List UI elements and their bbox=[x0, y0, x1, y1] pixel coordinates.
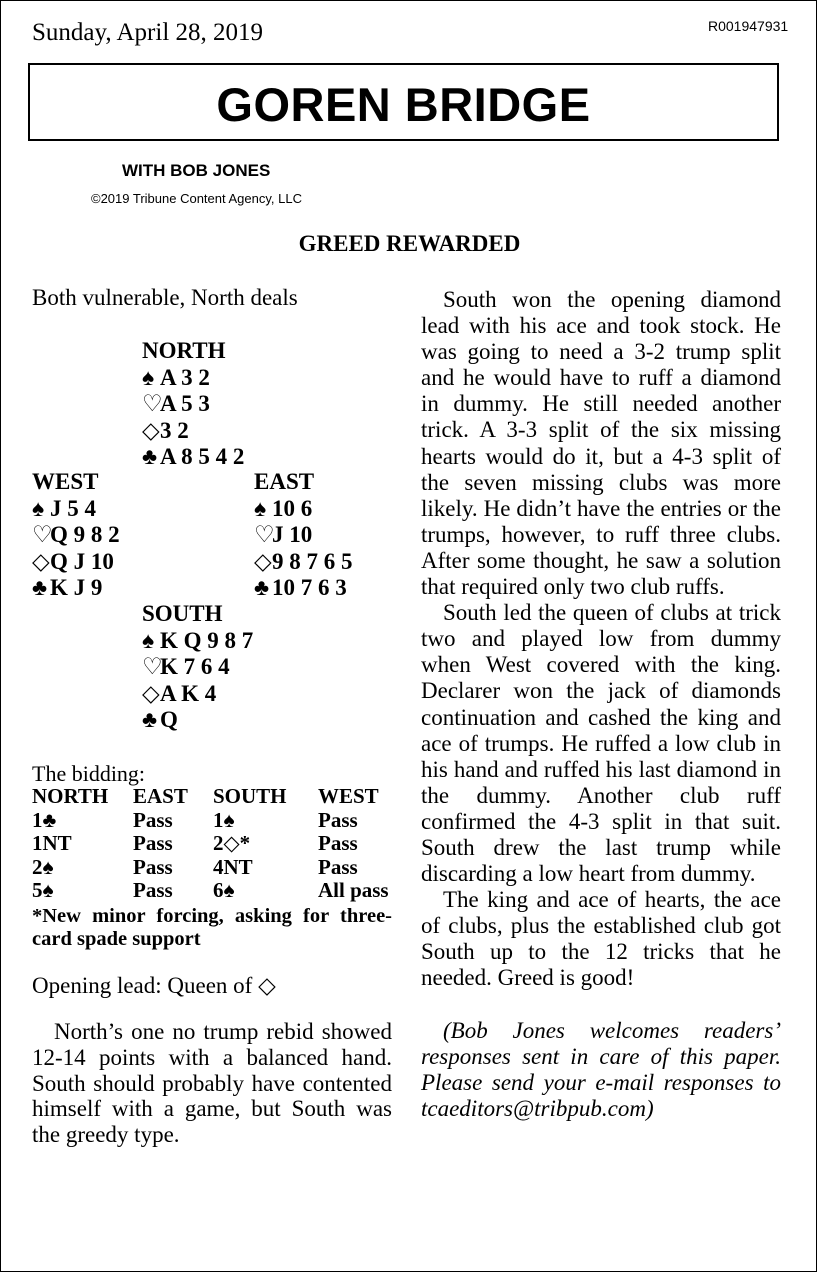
spade-icon: ♠ bbox=[32, 495, 45, 521]
bid-cell: Pass bbox=[133, 831, 173, 855]
headline: GREED REWARDED bbox=[298, 231, 521, 256]
spade-icon: ♠ bbox=[142, 627, 155, 653]
north-clubs-cards: A 8 5 4 2 bbox=[160, 444, 245, 469]
bid-header: EAST bbox=[133, 784, 188, 808]
heart-icon: ♡ bbox=[142, 391, 163, 416]
bid-cell: Pass bbox=[318, 807, 358, 832]
south-label: SOUTH bbox=[142, 601, 223, 626]
bid-cell: Pass bbox=[133, 854, 173, 879]
west-hearts-cards: Q 9 8 2 bbox=[50, 522, 120, 547]
heart-icon: ♡ bbox=[142, 654, 163, 679]
diamond-icon: ◇ bbox=[142, 680, 160, 706]
publication-date: Sunday, April 28, 2019 bbox=[32, 19, 264, 46]
bid-header: NORTH bbox=[32, 784, 109, 808]
south-clubs-cards: Q bbox=[160, 707, 178, 732]
bid-cell: 2◇* bbox=[213, 831, 251, 855]
south-hearts bbox=[142, 654, 253, 681]
east-spades-cards: 10 6 bbox=[272, 495, 313, 521]
north-spades bbox=[142, 365, 244, 392]
diamond-icon: ◇ bbox=[142, 417, 160, 443]
north-clubs bbox=[142, 444, 244, 471]
west-diamonds bbox=[32, 549, 120, 576]
club-icon: ♣ bbox=[254, 575, 270, 600]
analysis-paragraph: South won the opening diamond lead with his ace and took stock. He was going to need a 3-2 trump split and he would have to ruff a diamond in dummy. He still needed another trick. A 3-3 split of the six missing hearts would do it, but a 4-3 split of the seven missing clubs was more likely. He didn’t have the entries or the trumps, however, to ruff three clubs. After some thought, he saw a solution that required only two club ruffs. bbox=[421, 287, 781, 600]
north-diamonds-cards: 3 2 bbox=[160, 417, 189, 443]
bid-cell: 1♣ bbox=[32, 807, 57, 832]
deal-section bbox=[32, 285, 392, 339]
club-icon: ♣ bbox=[32, 575, 48, 600]
north-hearts bbox=[142, 391, 244, 418]
bid-cell: All pass bbox=[318, 878, 389, 902]
bid-header: SOUTH bbox=[213, 784, 287, 808]
diamond-icon: ◇ bbox=[32, 548, 50, 574]
north-hearts-cards: A 5 3 bbox=[160, 391, 210, 416]
bidding-row bbox=[32, 879, 398, 903]
bid-cell: Pass bbox=[133, 878, 173, 902]
north-diamonds bbox=[142, 418, 244, 445]
south-hearts-cards: K 7 6 4 bbox=[160, 654, 230, 679]
byline: WITH BOB JONES bbox=[122, 161, 271, 180]
bid-cell: 5♠ bbox=[32, 878, 54, 902]
bidding-table bbox=[32, 785, 398, 903]
south-spades-cards: K Q 9 8 7 bbox=[160, 627, 254, 653]
bid-cell: 4NT bbox=[213, 854, 253, 879]
west-spades bbox=[32, 496, 120, 523]
west-label: WEST bbox=[32, 469, 99, 494]
west-hand bbox=[32, 469, 120, 602]
bid-header: WEST bbox=[318, 784, 379, 808]
club-icon: ♣ bbox=[142, 707, 158, 732]
article-code: R001947931 bbox=[708, 18, 789, 34]
north-spades-cards: A 3 2 bbox=[160, 364, 210, 390]
north-label: NORTH bbox=[142, 338, 226, 363]
bidding-row bbox=[32, 809, 398, 833]
diamond-icon: ◇ bbox=[254, 548, 272, 574]
east-diamonds-cards: 9 8 7 6 5 bbox=[272, 548, 353, 574]
bidding-row bbox=[32, 832, 398, 856]
west-spades-cards: J 5 4 bbox=[50, 495, 96, 521]
bid-cell: 1♠ bbox=[213, 807, 235, 832]
heart-icon: ♡ bbox=[32, 522, 53, 547]
bidding-row bbox=[32, 856, 398, 880]
bid-cell: 6♠ bbox=[213, 878, 235, 902]
bid-cell: 2♠ bbox=[32, 854, 54, 879]
club-icon: ♣ bbox=[142, 444, 158, 469]
east-clubs bbox=[254, 575, 353, 602]
analysis-column bbox=[421, 287, 781, 1122]
column-title: GOREN BRIDGE bbox=[216, 78, 591, 131]
opening-lead: Opening lead: Queen of ◇ bbox=[32, 973, 276, 998]
bidding-header-row bbox=[32, 785, 398, 809]
west-clubs bbox=[32, 575, 120, 602]
east-diamonds bbox=[254, 549, 353, 576]
heart-icon: ♡ bbox=[254, 522, 275, 547]
contact-note: (Bob Jones welcomes readers’ responses sent in care of this paper. Please send your e-mail responses to tcaeditors@tribpub.com) bbox=[421, 1017, 781, 1121]
title-box bbox=[28, 63, 779, 141]
east-hand bbox=[254, 469, 353, 602]
bidding-footnote: *New minor forcing, asking for three-card spade support bbox=[32, 905, 392, 950]
south-hand bbox=[142, 601, 253, 734]
bid-cell: Pass bbox=[133, 807, 173, 832]
west-hearts bbox=[32, 522, 120, 549]
south-diamonds bbox=[142, 681, 253, 708]
commentary-paragraph: North’s one no trump rebid showed 12-14 points with a balanced hand. South should probably have contented himself with a game, but South was the greedy type. bbox=[32, 1019, 392, 1148]
vulnerability-line: Both vulnerable, North deals bbox=[32, 285, 298, 310]
spade-icon: ♠ bbox=[254, 495, 267, 521]
bid-cell: Pass bbox=[318, 854, 358, 879]
east-spades bbox=[254, 496, 353, 523]
bid-cell: Pass bbox=[318, 831, 358, 855]
west-diamonds-cards: Q J 10 bbox=[50, 548, 114, 574]
east-label: EAST bbox=[254, 469, 315, 494]
south-diamonds-cards: A K 4 bbox=[160, 680, 217, 706]
east-hearts-cards: J 10 bbox=[272, 522, 313, 547]
analysis-paragraph: The king and ace of hearts, the ace of clubs, plus the established club got South up to the 12 tricks that he needed. Greed is good! bbox=[421, 887, 781, 991]
west-clubs-cards: K J 9 bbox=[50, 575, 103, 600]
north-hand bbox=[142, 338, 244, 471]
bid-cell: 1NT bbox=[32, 831, 72, 855]
spade-icon: ♠ bbox=[142, 364, 155, 390]
south-spades bbox=[142, 628, 253, 655]
south-clubs bbox=[142, 707, 253, 734]
bidding-label: The bidding: bbox=[32, 761, 146, 786]
east-hearts bbox=[254, 522, 353, 549]
analysis-paragraph: South led the queen of clubs at trick two and played low from dummy when West covered with the king. Declarer won the jack of diamonds continuation and cashed the king and ace of trumps. He ruffed a low club in his hand and ruffed his last diamond in the dummy. Another club ruff confirmed the 4-3 split in that suit. South drew the last trump while discarding a low heart from dummy. bbox=[421, 600, 781, 887]
copyright: ©2019 Tribune Content Agency, LLC bbox=[91, 191, 302, 206]
east-clubs-cards: 10 7 6 3 bbox=[272, 575, 347, 600]
